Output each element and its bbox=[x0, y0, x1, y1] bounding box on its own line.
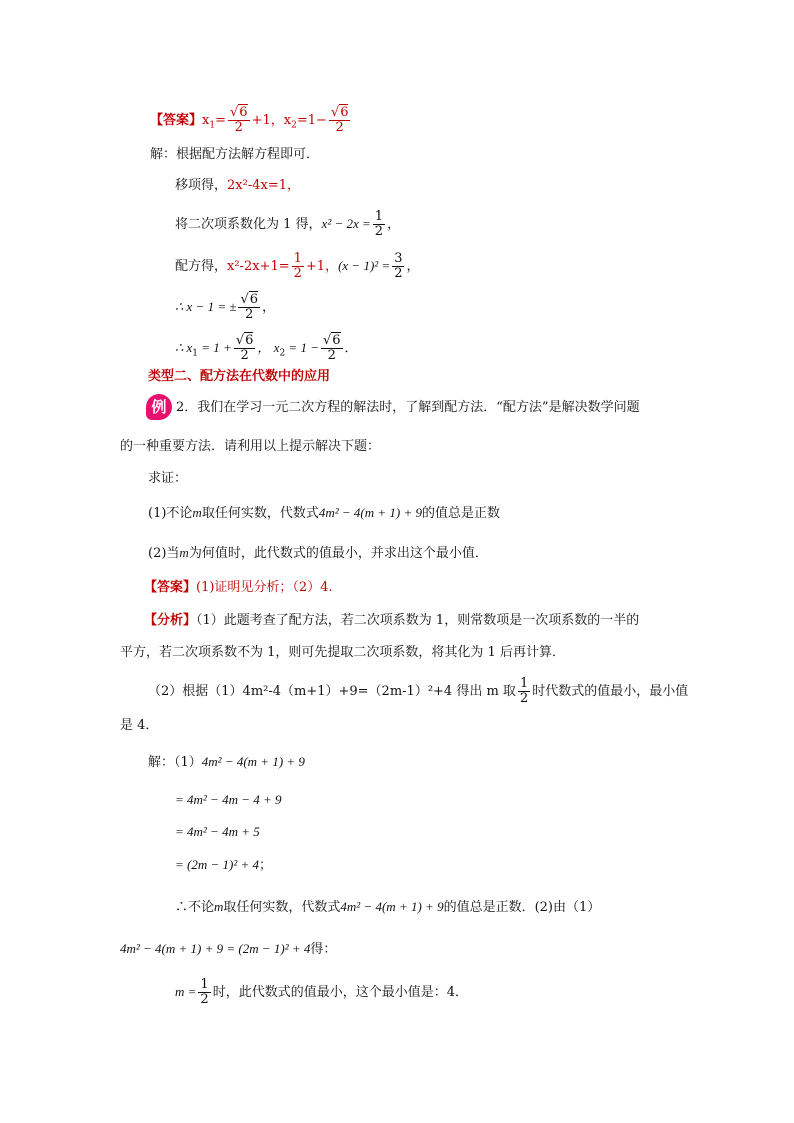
example-badge: 例 bbox=[146, 394, 172, 420]
example-line1: 2．我们在学习一元二次方程的解法时，了解到配方法．“配方法”是解决数学问题 bbox=[176, 400, 640, 415]
analysis-line3: （2）根据（1）4m²-4（m+1）+9=（2m-1）²+4 得出 m 取 $\frac{1}{2}$ 时代数式的值最小，最小值 bbox=[148, 676, 689, 706]
sol2-c3: m = $\frac{1}{2}$ 时，此代数式的值最小，这个最小值是：4． bbox=[175, 977, 468, 1007]
analysis-line4: 是 4． bbox=[120, 718, 159, 733]
answer1-plus-one: +1， bbox=[251, 113, 284, 128]
sol1-step3: 配方得，x²-2x+1= $\frac{1}{2}$ +1，(x − 1)² = $\frac{3}{2}$ ， bbox=[175, 251, 420, 281]
sol1-step5: ∴ $x_1 = 1$ + $\frac{√6}{2}$ ， $x_2 = 1$ − $\frac{√6}{2}$ ． bbox=[175, 333, 358, 363]
example-line2: 的一种重要方法．请利用以上提示解决下题： bbox=[120, 439, 381, 454]
sol1-step2: 将二次项系数化为 1 得，x² − 2x = $\frac{1}{2}$ ， bbox=[175, 209, 401, 239]
example-prove: 求证： bbox=[148, 471, 188, 486]
sol1-intro: 解：根据配方法解方程即可． bbox=[150, 147, 320, 162]
answer1-x1: $x_1=$ bbox=[202, 113, 226, 131]
type2-title: 类型二、配方法在代数中的应用 bbox=[148, 369, 331, 384]
sol2-c2: 4m² − 4(m + 1) + 9 = (2m − 1)² + 4得： bbox=[120, 941, 337, 957]
sol2-e2: = 4m² − 4m − 4 + 9 bbox=[175, 792, 282, 807]
analysis-line2: 平方，若二次项系数不为 1，则可先提取二次项系数，将其化为 1 后再计算． bbox=[120, 645, 565, 660]
answer1-frac2: $\frac{√6}{2}$ bbox=[330, 105, 349, 135]
analysis-line1: 【分析】（1）此题考查了配方法，若二次项系数为 1，则常数项是一次项系数的一半的 bbox=[144, 613, 640, 628]
example-q1: (1)不论m取任何实数，代数式4m² − 4(m + 1) + 9的值总是正数 bbox=[148, 505, 500, 521]
answer1-frac-sqrt6-over-2: $\frac{√6}{2}$ bbox=[230, 105, 248, 135]
sol2-c1: ∴不论m取任何实数，代数式4m² − 4(m + 1) + 9的值总是正数．(2)由（1） bbox=[175, 899, 601, 915]
sol2-e3: = 4m² − 4m + 5 bbox=[175, 824, 260, 839]
example-q2: (2)当m为何值时，此代数式的值最小，并求出这个最小值． bbox=[148, 545, 488, 561]
answer1-line bbox=[150, 106, 352, 136]
answer1-tag: 【答案】 bbox=[150, 113, 203, 128]
answer2-line: 【答案】(1)证明见分析；（2）4. bbox=[144, 580, 333, 595]
sol1-step1: 移项得，2x²-4x=1， bbox=[175, 178, 300, 193]
sol2-intro: 解：（1）4m² − 4(m + 1) + 9 bbox=[148, 754, 305, 770]
sol2-e4: = (2m − 1)² + 4； bbox=[175, 857, 273, 873]
sol1-step4: ∴ x − 1 = ± $\frac{√6}{2}$ ， bbox=[175, 292, 276, 322]
answer1-x2: $x_2=1-$ bbox=[283, 113, 327, 131]
